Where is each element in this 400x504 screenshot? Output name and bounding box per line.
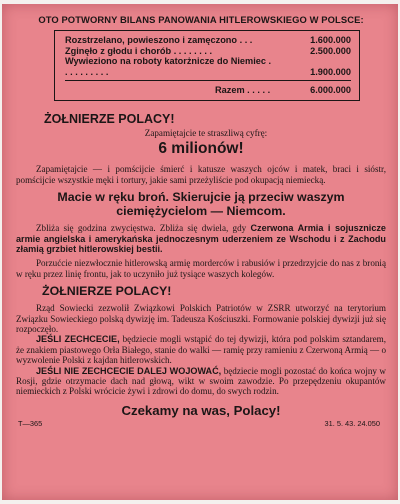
- footer-code: T—365: [18, 418, 43, 428]
- paragraph-avenge: Zapamiętajcie — i pomścijcie śmierć i katusze waszych ojców i matek, braci i sióstr, pomścijcie wszystkie męki i tortury, jakie sami przeżyliście pod okupacją niemiecką.: [16, 164, 386, 185]
- paragraph-division: Rząd Sowiecki zezwolił Związkowi Polskich Patriotów w ZSRR utworzyć na terytorium Związku Sowieckiego polską dywizję im. Tadeusza Kościuszki. Formowanie polskiej dywizji już się rozpoczęło.: [16, 303, 386, 335]
- soldiers-heading-1: ŻOŁNIERZE POLACY!: [44, 111, 175, 126]
- remember-line: Zapamiętajcie te straszliwą cyfrę:: [144, 127, 268, 138]
- leaflet-sheet: [2, 4, 398, 500]
- total-value: 6.000.000: [310, 85, 351, 96]
- if-want-text: będziecie mogli wstąpić do tej dywizji, która pod polskim sztandarem, że znakiem piastowego Orła Białego, stanie do walki — ramię przy ramieniu z Czerwoną Armią — o wyzwolenie Polski z kajdan hitlerowskich.: [16, 334, 387, 366]
- paragraph-desert: Porzućcie niezwłocznie hitlerowską armię morderców i rabusiów i przedrzyjcie do nas z bronią w ręku przez linię frontu, jak to uczyniło już tysiące waszych kolegów.: [16, 258, 386, 279]
- balance-row-total: [65, 80, 351, 96]
- casualty-balance-box: [54, 30, 360, 101]
- balance-label: Zginęło z głodu i chorób . . . . . . . .: [65, 45, 212, 56]
- heading-weapon: Macie w ręku broń. Skierujcie ją przeciw waszym ciemiężycielom — Niemcom.: [57, 190, 345, 219]
- closing-slogan: Czekamy na was, Polacy!: [121, 402, 281, 418]
- balance-row-deported: [65, 56, 351, 77]
- if-not-bold: JEŚLI NIE ZECHCECIE DALEJ WOJOWAĆ,: [36, 365, 222, 376]
- balance-label: Rozstrzelano, powieszono i zamęczono . . .: [65, 35, 253, 45]
- victory-intro: Zbliża się godzina zwycięstwa. Zbliża się dwiela, gdy: [36, 223, 247, 234]
- footer: [16, 419, 386, 428]
- if-want-bold: JEŚLI ZECHCECIE,: [36, 334, 120, 345]
- balance-label: Wywieziono na roboty katorżnicze do Niemiec . . . . . . . . . .: [65, 56, 272, 77]
- paragraph-if-not: [16, 366, 386, 397]
- victory-bold: Czerwona Armia i sojusznicze armie angielska i amerykańska jednoczesnym uderzeniem ze Wschodu i z Zachodu złamią grzbiet hitlerowskiej bestii.: [16, 223, 386, 254]
- footer-date: 31. 5. 43. 24.050: [324, 418, 380, 428]
- balance-value: 2.500.000: [310, 45, 351, 56]
- header-title: OTO POTWORNY BILANS PANOWANIA HITLEROWSKIEGO W POLSCE:: [38, 14, 364, 25]
- paragraph-victory: [16, 223, 386, 254]
- big-number: 6 milionów!: [158, 140, 244, 158]
- balance-row-executed: [65, 35, 351, 46]
- total-label: Razem . . . . .: [215, 85, 271, 96]
- balance-value: 1.600.000: [310, 35, 351, 45]
- balance-row-starved: [65, 46, 351, 57]
- paragraph-if-want: [16, 334, 386, 365]
- if-not-text: będziecie mogli pozostać do końca wojny w Rosji, gdzie otrzymacie dach nad głową, wikt w swoim zawodzie. Po przepędzeniu okupantów niemieckich z Polski wrócicie żywi i zdrowi do domu, do swych rodzin.: [16, 365, 386, 397]
- balance-value: 1.900.000: [310, 66, 351, 77]
- soldiers-heading-2: ŻOŁNIERZE POLACY!: [42, 284, 172, 299]
